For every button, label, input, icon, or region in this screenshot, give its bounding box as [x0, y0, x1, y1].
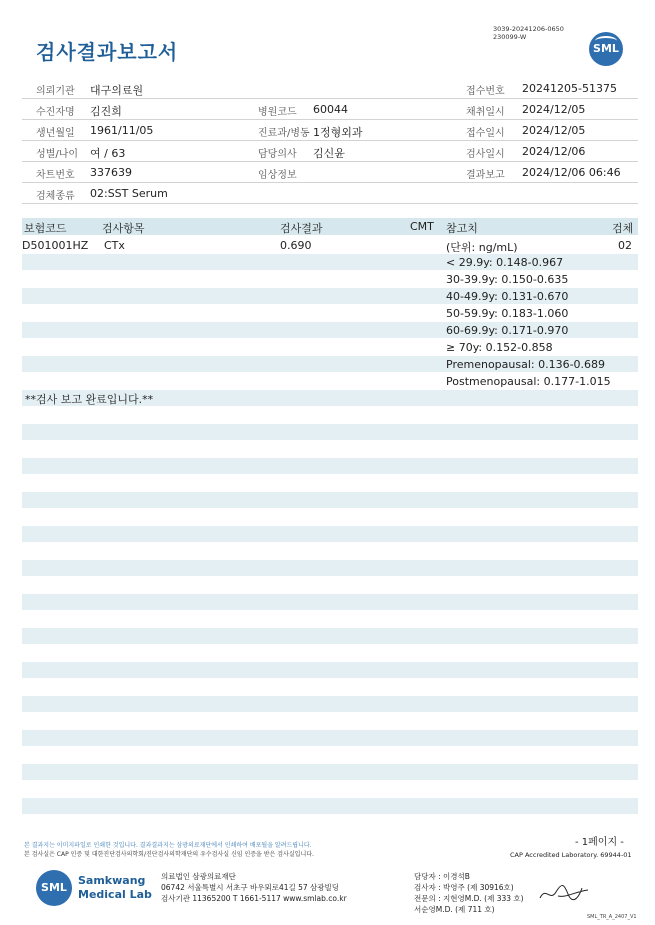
company-name	[78, 874, 152, 902]
info-label: 임상정보	[258, 170, 297, 181]
info-value: 2024/12/06	[522, 145, 586, 158]
reference-line: < 29.9y: 0.148-0.967	[446, 256, 564, 269]
row-stripe	[22, 560, 638, 576]
info-value: 60044	[313, 103, 348, 116]
footer-note-cap: 본 검사실은 CAP 인증 및 대한진단검사의학회/진단검사의학재단의 우수검사실 신임 인증을 받은 검사실입니다.	[24, 851, 314, 858]
info-value: 337639	[90, 166, 132, 179]
signature-icon	[538, 880, 590, 906]
info-label: 수진자명	[36, 107, 75, 118]
info-value: 여 / 63	[90, 147, 126, 160]
result-value: 0.690	[280, 239, 312, 252]
row-stripe	[22, 458, 638, 474]
info-label: 의뢰기관	[36, 86, 75, 97]
address-line: 06742 서울특별시 서초구 바우뫼로41길 57 삼광빌딩	[161, 883, 340, 892]
staff-line: 서순영M.D. (제 711 호)	[414, 905, 495, 914]
info-value: 20241205-51375	[522, 82, 617, 95]
header-test-item: 검사항목	[102, 222, 145, 235]
header-specimen: 검체	[612, 222, 634, 235]
footer-notes	[24, 841, 314, 859]
document-code-line: 3039-20241206-0650	[493, 25, 564, 33]
address-line: 검사기관 11365200 T 1661-5117 www.smlab.co.kr	[161, 894, 347, 903]
info-label: 접수번호	[466, 86, 505, 97]
reference-line: (단위: ng/mL)	[446, 241, 518, 254]
row-stripe	[22, 798, 638, 814]
reference-line: Premenopausal: 0.136-0.689	[446, 358, 606, 371]
reference-line: ≥ 70y: 0.152-0.858	[446, 341, 553, 354]
company-name-line: Samkwang	[78, 874, 146, 887]
info-label: 병원코드	[258, 107, 297, 118]
info-value: 대구의료원	[90, 84, 144, 97]
reference-line: 30-39.9y: 0.150-0.635	[446, 273, 569, 286]
company-address	[161, 871, 347, 904]
footer-sml-logo: SML	[36, 870, 72, 906]
info-label: 생년월일	[36, 128, 75, 139]
staff-list	[414, 871, 524, 915]
cap-accreditation: CAP Accredited Laboratory. 69944-01	[510, 851, 632, 859]
info-label: 검사일시	[466, 149, 505, 160]
header-cmt: CMT	[410, 220, 434, 233]
result-test-item: CTx	[104, 239, 125, 252]
completion-message: **검사 보고 완료입니다.**	[25, 393, 154, 406]
info-label: 진료과/병동	[258, 128, 310, 139]
row-stripe	[22, 628, 638, 644]
staff-line: 담당자 : 이경석B	[414, 872, 470, 881]
reference-line: 50-59.9y: 0.183-1.060	[446, 307, 569, 320]
report-title: 검사결과보고서	[36, 40, 179, 64]
row-stripe	[22, 662, 638, 678]
row-stripe	[22, 764, 638, 780]
row-stripe	[22, 594, 638, 610]
info-value: 02:SST Serum	[90, 187, 168, 200]
info-label: 채취일시	[466, 107, 505, 118]
row-stripe	[22, 526, 638, 542]
row-stripe	[22, 696, 638, 712]
info-row	[22, 99, 638, 120]
header-insurance-code: 보험코드	[24, 222, 67, 235]
info-value: 김신윤	[313, 147, 345, 160]
header-result: 검사결과	[280, 222, 323, 235]
info-label: 검체종류	[36, 191, 75, 202]
row-stripe	[22, 492, 638, 508]
info-label: 접수일시	[466, 128, 505, 139]
patient-info-table	[22, 78, 638, 204]
row-stripe	[22, 424, 638, 440]
results-header	[22, 218, 638, 235]
info-value: 2024/12/05	[522, 124, 586, 137]
row-stripe	[22, 730, 638, 746]
info-row	[22, 183, 638, 204]
staff-line: 검사자 : 박영주 (제 30916호)	[414, 883, 514, 892]
info-value: 1정형외과	[313, 126, 363, 139]
company-name-line: Medical Lab	[78, 888, 152, 901]
reference-line: Postmenopausal: 0.177-1.015	[446, 375, 611, 388]
info-label: 차트번호	[36, 170, 75, 181]
result-insurance-code: D501001HZ	[22, 239, 89, 252]
form-code: SML_TR_A_2407_V1	[587, 914, 637, 920]
reference-line: 40-49.9y: 0.131-0.670	[446, 290, 569, 303]
info-row	[22, 78, 638, 99]
staff-line: 전문의 : 지현영M.D. (제 333 호)	[414, 894, 524, 903]
document-code-line: 230099-W	[493, 33, 527, 41]
info-value: 1961/11/05	[90, 124, 154, 137]
info-label: 담당의사	[258, 149, 297, 160]
document-code	[493, 25, 564, 41]
info-label: 성별/나이	[36, 149, 79, 160]
info-value: 김진희	[90, 105, 122, 118]
sml-logo: SML	[589, 32, 623, 66]
info-row	[22, 162, 638, 183]
info-value: 2024/12/06 06:46	[522, 166, 621, 179]
footer-note-print: 본 결과지는 이미지파일로 인쇄한 것입니다. 결과결과지는 삼광의료재단에서 인쇄하여 배포될을 알려드립니다.	[24, 842, 312, 849]
result-specimen: 02	[618, 239, 632, 252]
reference-line: 60-69.9y: 0.171-0.970	[446, 324, 569, 337]
address-line: 의료법인 삼광의료재단	[161, 872, 236, 881]
info-label: 결과보고	[466, 170, 505, 181]
page-number: - 1페이지 -	[575, 837, 624, 848]
info-value: 2024/12/05	[522, 103, 586, 116]
header-reference: 참고치	[446, 222, 478, 235]
info-row	[22, 141, 638, 162]
info-row	[22, 120, 638, 141]
